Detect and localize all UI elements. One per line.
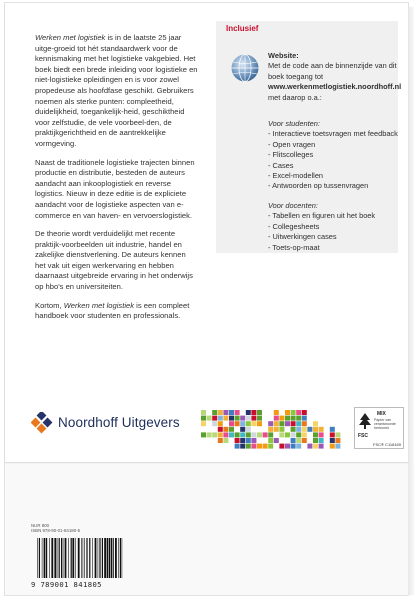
barcode-bar [118,538,119,578]
mosaic-tile [235,421,240,426]
mosaic-tile [246,427,251,432]
mosaic-tile [240,432,245,437]
mosaic-tile [313,432,318,437]
website-heading: Website: [268,51,299,60]
mosaic-tile [207,416,212,421]
barcode-bar [65,538,67,578]
barcode-bar [59,538,60,578]
students-list [268,129,398,191]
mosaic-tile [279,427,284,432]
teachers-heading: Voor docenten: [268,201,318,210]
summary-prefix: Kortom, [35,300,64,310]
book-edge-shadow [408,7,414,595]
mosaic-tile [263,432,268,437]
mosaic-tile [263,444,268,449]
barcode-bar [104,538,106,578]
mosaic-tile [274,438,279,443]
fsc-logo: FSC [358,433,368,439]
barcode-bar [37,538,38,578]
mosaic-tile [218,410,223,415]
mosaic-tile [296,421,301,426]
barcode-bar [83,538,84,578]
mosaic-tile [218,427,223,432]
mosaic-tile [257,421,262,426]
mosaic-tile [229,427,234,432]
mosaic-tile [291,416,296,421]
mosaic-tile [335,432,340,437]
fsc-text: Papier van verantwoorde herkomst [374,418,396,431]
mosaic-tile [246,444,251,449]
barcode-digits: 9 789001 841805 [31,580,102,589]
mosaic-tile [212,432,217,437]
mosaic-tile [291,444,296,449]
mosaic-tile [274,410,279,415]
list-item: - Cases [268,161,398,171]
mosaic-tile [335,438,340,443]
barcode-bar [81,538,82,578]
teachers-list [268,211,398,253]
mosaic-tile [251,438,256,443]
barcode-bar [120,538,121,578]
fsc-mix: MIX [377,411,386,417]
mosaic-tile [274,427,279,432]
mosaic-tile [223,432,228,437]
mosaic-tile [291,432,296,437]
mosaic-tile [268,444,273,449]
mosaic-tile [285,416,290,421]
isbn-code: ISBN 978-90-01-84180-5 [31,528,81,534]
mosaic-tile [235,416,240,421]
barcode-bar [109,538,110,578]
description-paragraph-2: Naast de traditionele logistieke trajecten binnen productie en distributie, besteden de auteurs aandacht aan inkooplogistiek en reverse logistics. Nieuw in deze editie is de expliciete aandacht voor de logistieke aspecten van e-commerce en van haven- en vervoerslogistiek. [35,157,195,220]
barcode-bar [95,538,97,578]
mosaic-tile [330,432,335,437]
summary-suffix: is een compleet handboek voor studenten en professionals. [35,300,190,321]
nur-code: NUR 800 [31,523,50,528]
mosaic-tile [279,432,284,437]
list-item: - Open vragen [268,140,398,150]
barcode-bar [61,538,62,578]
mosaic-tile [229,421,234,426]
mosaic-tile [201,416,206,421]
list-item: - Excel-modellen [268,171,398,181]
teachers-block [268,201,398,253]
mosaic-tile [218,432,223,437]
mosaic-tile [218,421,223,426]
list-item: - Flitscolleges [268,150,398,160]
description-paragraph-4 [35,301,198,322]
publisher-logo [31,412,191,436]
mosaic-tile [246,416,251,421]
barcode-bar [99,538,100,578]
mosaic-tile [302,410,307,415]
mosaic-tile [240,416,245,421]
cover-top-panel [5,3,408,463]
barcode-bar [57,538,58,578]
mosaic-tile [223,438,228,443]
mosaic-tile [279,421,284,426]
barcode-bar [107,538,109,578]
website-url[interactable]: www.werkenmetlogistiek.noordhoff.nl [268,82,402,92]
mosaic-tile [307,444,312,449]
mosaic-tile [313,427,318,432]
barcode-bar [63,538,64,578]
mosaic-tile [240,444,245,449]
description-column [35,33,198,330]
barcode-bar [115,538,117,578]
description-paragraph-1 [35,33,198,150]
barcode-bar [72,538,74,578]
mosaic-tile [296,416,301,421]
noordhoff-logo-icon [31,412,53,434]
fsc-tree-icon [358,412,372,430]
mosaic-tile [229,410,234,415]
mosaic-tile [229,432,234,437]
inclusief-heading: Inclusief [226,24,259,33]
mosaic-tile [235,410,240,415]
list-item: - Toets-op-maat [268,243,398,253]
mosaic-tile [296,438,301,443]
mosaic-tile [296,427,301,432]
mosaic-tile [235,432,240,437]
barcode-bar [111,538,112,578]
list-item: - Antwoorden op tussenvragen [268,181,398,191]
mosaic-tile [285,421,290,426]
mosaic-tile [257,438,262,443]
mosaic-tile [291,410,296,415]
barcode-bar [42,538,43,578]
barcode-bar [46,538,47,578]
mosaic-tile [319,421,324,426]
mosaic-tile [251,444,256,449]
barcode-bar [78,538,80,578]
mosaic-tile [268,438,273,443]
book-back-cover [4,2,409,596]
website-block [268,51,402,103]
mosaic-tile [251,421,256,426]
website-after: met daarop o.a.: [268,92,322,102]
mosaic-tile [285,444,290,449]
barcode-bar [84,538,85,578]
mosaic-tile [313,421,318,426]
mosaic-tile [268,427,273,432]
students-heading: Voor studenten: [268,119,320,128]
barcode-bar [89,538,90,578]
fsc-label [354,407,404,449]
book-title-italic: Werken met logistiek [35,33,106,42]
barcode-bar [51,538,53,578]
mosaic-tile [335,444,340,449]
inclusief-sidebar [216,21,402,253]
barcode-bar [75,538,76,578]
mosaic-tile [246,410,251,415]
list-item: - Tabellen en figuren uit het boek [268,211,398,221]
mosaic-tile [296,410,301,415]
mosaic-tile [330,444,335,449]
mosaic-tile [330,438,335,443]
barcode-bar [54,538,56,578]
mosaic-tile [240,438,245,443]
mosaic-tile [246,421,251,426]
mosaic-tile [291,438,296,443]
mosaic-tile [201,432,206,437]
barcode-bar [68,538,69,578]
mosaic-tile [201,421,206,426]
barcode-bar [113,538,114,578]
barcode-bar [92,538,93,578]
publisher-name: Noordhoff Uitgevers [58,415,180,430]
barcode-bar [98,538,99,578]
mosaic-tile [268,432,273,437]
book-title-italic-2: Werken met logistiek [63,300,135,310]
mosaic-tile [235,444,240,449]
list-item: - Interactieve toetsvragen met feedback [268,129,398,139]
mosaic-tile [319,438,324,443]
mosaic-tile [319,427,324,432]
barcode-bar [39,538,40,578]
mosaic-tile [313,444,318,449]
mosaic-tile [324,421,329,426]
website-description: Met de code aan de binnenzijde van dit boek toegang tot [268,61,397,81]
mosaic-tile [296,444,301,449]
mosaic-tile [319,432,324,437]
mosaic-tile [279,416,284,421]
mosaic-tile [212,410,217,415]
list-item: - Collegesheets [268,222,398,232]
mosaic-tile [235,438,240,443]
list-item: - Uitwerkingen cases [268,232,398,242]
mosaic-tile [212,421,217,426]
mosaic-tile [296,432,301,437]
barcode-bar [87,538,88,578]
mosaic-tile [246,438,251,443]
mosaic-tile [307,427,312,432]
mosaic-tile [302,432,307,437]
mosaic-tile [279,444,284,449]
mosaic-tile [240,421,245,426]
mosaic-tile [201,410,206,415]
globe-icon [230,53,260,83]
barcode-graphic [35,538,127,580]
barcode-bar [49,538,50,578]
mosaic-tile [223,410,228,415]
mosaic-tile [257,416,262,421]
mosaic-tile [257,444,262,449]
students-block [268,119,398,192]
mosaic-tile [268,421,273,426]
mosaic-tile [212,427,217,432]
barcode-bar [102,538,103,578]
mosaic-tile [302,416,307,421]
mosaic-tile [246,432,251,437]
description-text-1: is in de laatste 25 jaar uitge-groeid tot hét standaardwerk voor de kennismaking met het logistieke vakgebied. Het boek biedt een brede inleiding voor logistieke en niet-logistieke opleidingen en is voor zowel propedeuse als hoofdfase geschikt. Gebruikers noemen als sterke punten: compleetheid, duidelijkheid, toegankelijk-heid, geschiktheid voor zelfstudie, de vele voorbeel-den, de praktijkgerichtheid en de aantrekkelijke vormgeving. [35,33,198,148]
mosaic-tile [302,427,307,432]
mosaic-tile [291,427,296,432]
mosaic-tile [218,416,223,421]
mosaic-tile [251,432,256,437]
nur-isbn-text [31,523,80,533]
mosaic-tile [302,421,307,426]
mosaic-tile [218,438,223,443]
mosaic-tile [274,416,279,421]
mosaic-tile [285,410,290,415]
mosaic-tile [223,444,228,449]
barcode-bar [44,538,46,578]
mosaic-tile [285,432,290,437]
mosaic-tile [229,416,234,421]
mosaic-tile [257,432,262,437]
mosaic-tile [291,421,296,426]
fsc-code: FSC® C118169 [373,442,401,447]
mosaic-tile [251,416,256,421]
mosaic-tile [240,427,245,432]
mosaic-tile [251,410,256,415]
barcode-bar [122,538,123,578]
mosaic-tile [223,427,228,432]
mosaic-tile [223,421,228,426]
mosaic-tile [207,432,212,437]
mosaic-tile [257,410,262,415]
mosaic-tile [274,421,279,426]
mosaic-tile [212,416,217,421]
description-paragraph-3: De theorie wordt verduidelijkt met recente praktijk-voorbeelden uit industrie, handel en zakelijke dienstverlening. De auteurs kennen het vak uit eigen werkervaring en hebben daarnaast uitgebreide ervaring in het onderwijs op hbo's en universiteiten. [35,229,193,292]
mosaic-tile [313,438,318,443]
mosaic-tile [302,438,307,443]
mosaic-tile [330,427,335,432]
barcode-bar [86,538,87,578]
mosaic-tile [223,416,228,421]
color-mosaic-graphic [201,408,341,452]
mosaic-tile [319,444,324,449]
barcode-bar [71,538,72,578]
